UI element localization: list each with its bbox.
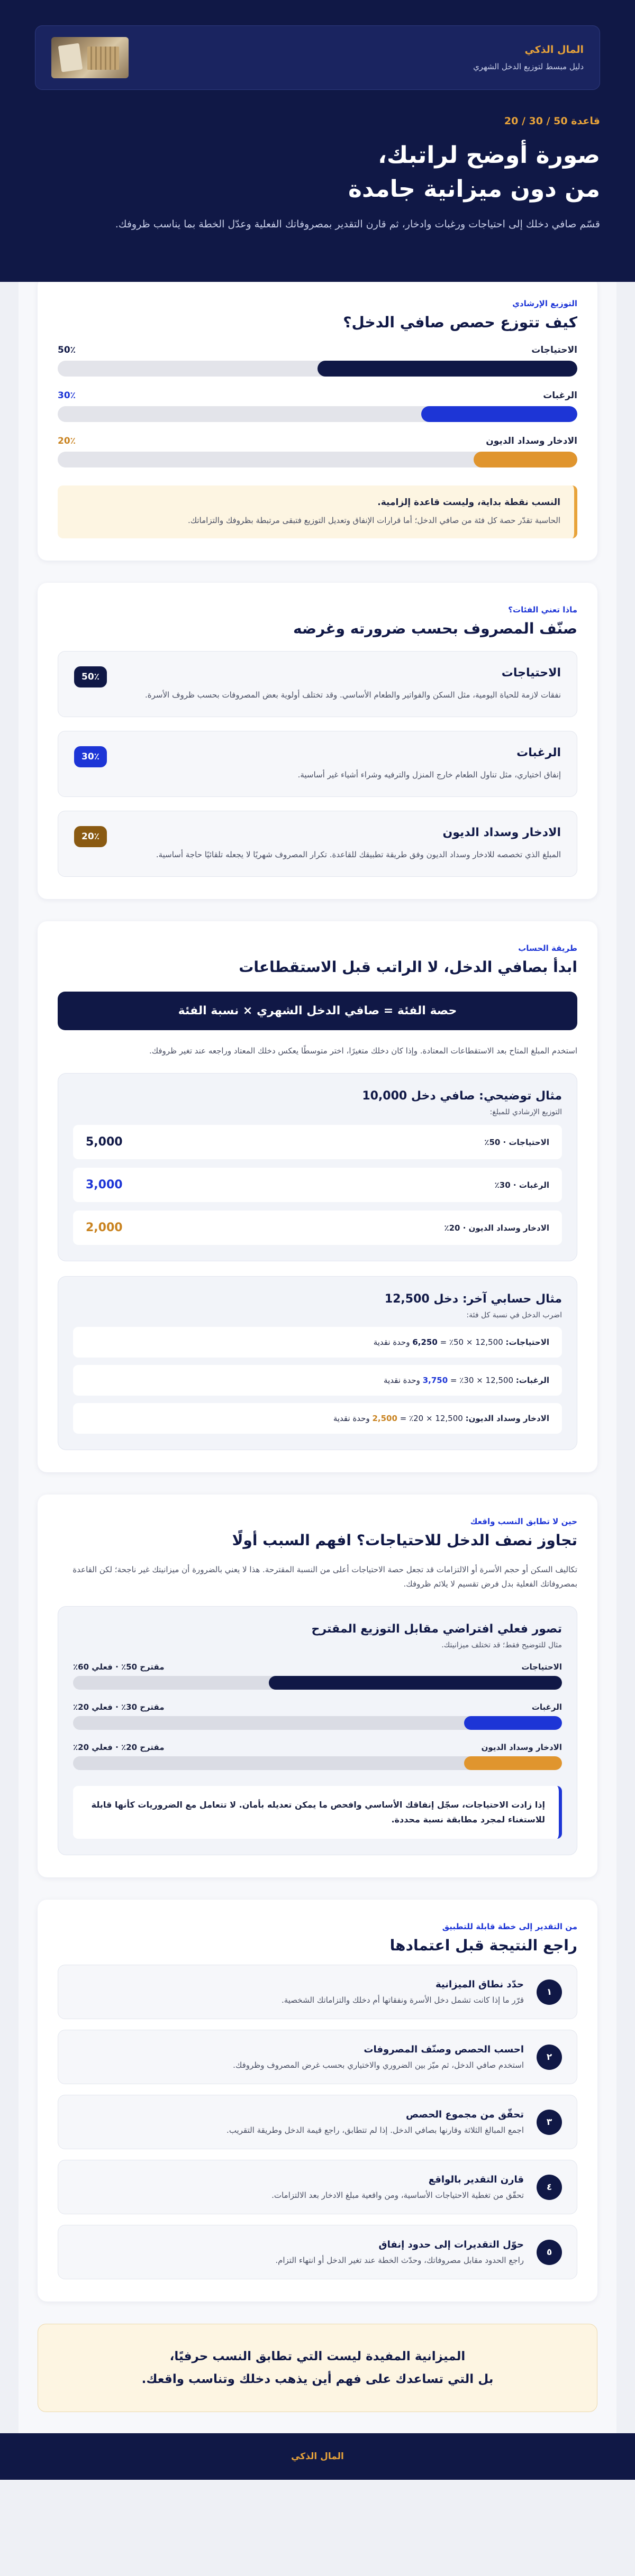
calculation-row — [73, 1365, 562, 1396]
step-description: راجع الحدود مقابل مصروفاتك، وحدّث الخطة عند تغير الدخل أو انتهاء التزام. — [275, 2256, 524, 2266]
comparison-fill — [464, 1716, 562, 1730]
step-title: حوّل التقديرات إلى حدود إنفاق — [378, 2239, 524, 2251]
example-row-label: الاحتياجات · 50٪ — [484, 1137, 549, 1147]
step-description: قرّر ما إذا كانت تشمل دخل الأسرة ونفقاتها أم دخلك والتزاماتك الشخصية. — [281, 1995, 524, 2005]
bar-header — [58, 436, 577, 446]
example-row — [73, 1168, 562, 1202]
category-card — [58, 811, 577, 877]
bar-fill — [474, 452, 577, 467]
step-text — [226, 2109, 524, 2135]
calculation-card — [38, 921, 597, 1472]
example-title: مثال توضيحي: صافي دخل 10,000 — [362, 1089, 562, 1103]
calculation-unit: وحدة نقدية — [384, 1376, 420, 1386]
calculation-formula: 12,500 × 20٪ = — [400, 1414, 463, 1424]
example-row — [73, 1211, 562, 1245]
brand-bar — [35, 25, 600, 90]
closing-line2: بل التي تساعدك على فهم أين يذهب دخلك وتناسب واقعك. — [141, 2372, 494, 2386]
hero — [0, 0, 635, 282]
distribution-bar-row — [58, 436, 577, 467]
comparison-label: الاحتياجات — [521, 1662, 562, 1672]
hero-title-line2: من دون ميزانية جامدة — [348, 175, 600, 203]
section-title: تجاوز نصف الدخل للاحتياجات؟ افهم السبب أولًا — [232, 1532, 577, 1550]
brand-name: المال الذكي — [524, 44, 584, 56]
step-list — [58, 1965, 577, 2279]
example-income-12500 — [58, 1276, 577, 1450]
step-title: تحقّق من مجموع الحصص — [405, 2109, 524, 2121]
calculation-result: 2,500 — [372, 1414, 397, 1424]
reality-paragraph: تكاليف السكن أو حجم الأسرة أو الالتزامات قد تجعل حصة الاحتياجات أعلى من النسبة المقترحة. هذا لا يعني بالضرورة أن ميزانيتك غير ناجحة؛ لكن القاعدة بمصروفاتك الفعلية بدل فرض تقسيم لا يلائم ظروفك. — [72, 1565, 577, 1589]
step-item — [58, 1965, 577, 2019]
comparison-label: الادخار وسداد الديون — [481, 1743, 562, 1753]
brand-subtitle: دليل مبسط لتوزيع الدخل الشهري — [473, 62, 584, 71]
bar-value: 50٪ — [58, 344, 76, 355]
bar-fill — [318, 361, 577, 377]
comparison-track — [73, 1676, 562, 1690]
closing-message — [38, 2324, 597, 2412]
formula-banner: حصة الفئة = صافي الدخل الشهري × نسبة الفئة — [58, 992, 577, 1030]
section-title: ابدأ بصافي الدخل، لا الراتب قبل الاستقطاعات — [239, 958, 577, 976]
bar-value: 20٪ — [58, 435, 76, 446]
example-title: مثال حسابي آخر: دخل 12,500 — [384, 1292, 562, 1306]
section-kicker: من التقدير إلى خطة قابلة للتطبيق — [442, 1922, 577, 1932]
category-card — [58, 731, 577, 797]
step-text — [233, 2044, 524, 2070]
hero-title — [35, 139, 600, 206]
category-text — [145, 666, 561, 702]
example-row-value: 5,000 — [86, 1135, 123, 1149]
calculation-label: الادخار وسداد الديون: — [465, 1414, 549, 1424]
calculation-unit: وحدة نقدية — [333, 1414, 370, 1424]
bar-label: الاحتياجات — [531, 344, 577, 355]
category-card — [58, 651, 577, 717]
calculation-unit: وحدة نقدية — [373, 1337, 410, 1347]
calculation-row — [73, 1327, 562, 1358]
comparison-header — [73, 1743, 562, 1752]
bar-value: 30٪ — [58, 390, 76, 401]
comparison-value: مقترح 30٪ · فعلي 20٪ — [73, 1702, 165, 1712]
brand-image — [51, 37, 129, 78]
step-description: تحقّق من تغطية الاحتياجات الأساسية، ومن واقعية مبلغ الادخار بعد الالتزامات. — [271, 2190, 524, 2201]
step-number: ٥ — [537, 2240, 562, 2265]
step-number: ٢ — [537, 2045, 562, 2070]
step-text — [275, 2239, 524, 2265]
comparison-fill — [269, 1676, 562, 1690]
step-item — [58, 2030, 577, 2084]
warning-note: إذا زادت الاحتياجات، سجّل إنفاقك الأساسي وافحص ما يمكن تعديله بأمان. لا تتعامل مع الضروريات كأنها قابلة للاستغناء لمجرد مطابقة نسبة محددة. — [73, 1786, 562, 1839]
comparison-value: مقترح 20٪ · فعلي 20٪ — [73, 1743, 165, 1753]
bar-label: الادخار وسداد الديون — [486, 435, 577, 446]
example-row-label: الادخار وسداد الديون · 20٪ — [444, 1223, 549, 1233]
info-note — [58, 485, 577, 538]
distribution-card — [38, 277, 597, 561]
bar-track — [58, 361, 577, 377]
section-title: كيف تتوزع حصص صافي الدخل؟ — [343, 313, 577, 331]
section-title: صنّف المصروف بحسب ضرورته وغرضه — [293, 619, 577, 637]
closing-line1: الميزانية المفيدة ليست التي تطابق النسب حرفيًا، — [169, 2350, 466, 2364]
percent-badge: 20٪ — [74, 826, 107, 847]
comparison-header — [73, 1662, 562, 1672]
step-item — [58, 2160, 577, 2214]
calculation-rows — [73, 1327, 562, 1434]
comparison-subtitle: مثال للتوضيح فقط؛ قد تختلف ميزانيتك. — [441, 1641, 562, 1650]
calculation-formula: 12,500 × 30٪ = — [450, 1376, 514, 1386]
calculation-result: 3,750 — [422, 1376, 448, 1386]
calculation-label: الاحتياجات: — [505, 1337, 549, 1347]
comparison-header — [73, 1702, 562, 1712]
brand-text — [473, 44, 584, 71]
calculation-label: الرغبات: — [515, 1376, 549, 1386]
calculation-formula: 12,500 × 50٪ = — [440, 1337, 503, 1347]
example-row-label: الرغبات · 30٪ — [494, 1180, 549, 1190]
step-item — [58, 2095, 577, 2149]
category-description: المبلغ الذي تخصصه للادخار وسداد الديون وفق طريقة تطبيقك للقاعدة. تكرار المصروف شهريًا لا يجعله تلقائيًا حاجة أساسية. — [156, 850, 561, 860]
example-rows — [73, 1125, 562, 1245]
category-description: نفقات لازمة للحياة اليومية، مثل السكن والفواتير والطعام الأساسي. وقد تختلف أولوية بعض المصروفات بحسب ظروف الأسرة. — [145, 690, 561, 700]
comparison-track — [73, 1716, 562, 1730]
example-row — [73, 1125, 562, 1159]
reality-check-card — [38, 1495, 597, 1877]
category-text — [156, 826, 561, 861]
step-title: حدّد نطاق الميزانية — [435, 1979, 524, 1991]
distribution-bars — [58, 345, 577, 467]
step-description: استخدم صافي الدخل، ثم ميّز بين الضروري والاختياري بحسب غرض المصروف وظروفك. — [233, 2060, 524, 2070]
step-text — [271, 2174, 524, 2200]
note-body: الحاسبة تقدّر حصة كل فئة من صافي الدخل؛ أما قرارات الإنفاق وتعديل التوزيع فتبقى مرتبطة بظروفك والتزاماتك. — [187, 515, 560, 525]
section-title: راجع النتيجة قبل اعتمادها — [389, 1937, 577, 1955]
step-number: ٣ — [537, 2110, 562, 2135]
footer: المال الذكي — [0, 2433, 635, 2480]
categories-card — [38, 583, 597, 900]
bar-track — [58, 406, 577, 422]
section-kicker: طريقة الحساب — [518, 943, 577, 954]
section-kicker: ماذا تعني الفئات؟ — [508, 604, 577, 615]
category-title: الاحتياجات — [501, 666, 561, 680]
distribution-bar-row — [58, 345, 577, 377]
hero-title-line1: صورة أوضح لراتبك، — [378, 142, 600, 169]
comparison-bars — [73, 1662, 562, 1770]
example-row-value: 3,000 — [86, 1178, 123, 1192]
percent-badge: 30٪ — [74, 746, 107, 767]
category-list — [58, 651, 577, 877]
step-description: اجمع المبالغ الثلاثة وقارنها بصافي الدخل. إذا لم تتطابق، راجع قيمة الدخل وطريقة التقريب. — [226, 2125, 524, 2135]
category-title: الادخار وسداد الديون — [442, 826, 561, 840]
example-subtitle: التوزيع الإرشادي للمبلغ: — [489, 1108, 562, 1117]
bar-header — [58, 390, 577, 401]
hero-description: قسّم صافي دخلك إلى احتياجات ورغبات وادخار، ثم قارن التقدير بمصروفاتك الفعلية وعدّل الخطة بما يناسب ظروفك. — [115, 218, 600, 230]
bar-track — [58, 452, 577, 467]
step-text — [282, 1979, 524, 2005]
hero-kicker: قاعدة 50 / 30 / 20 — [504, 115, 600, 127]
bar-fill — [421, 406, 577, 422]
calculation-result: 6,250 — [412, 1337, 438, 1347]
category-description: إنفاق اختياري، مثل تناول الطعام خارج المنزل والترفيه وشراء أشياء غير أساسية. — [297, 769, 561, 780]
step-item — [58, 2225, 577, 2279]
step-number: ٤ — [537, 2175, 562, 2200]
section-kicker: حين لا تطابق النسب واقعك — [470, 1517, 577, 1527]
comparison-panel — [58, 1606, 577, 1855]
step-title: احسب الحصص وصنّف المصروفات — [364, 2044, 524, 2056]
bar-label: الرغبات — [543, 390, 577, 401]
category-title: الرغبات — [516, 746, 561, 759]
bar-header — [58, 345, 577, 355]
calculation-paragraph: استخدم المبلغ المتاح بعد الاستقطاعات المعتادة. وإذا كان دخلك متغيرًا، اختر متوسطًا يعكس دخلك المعتاد وراجعه عند تغير ظروفك. — [149, 1046, 577, 1056]
comparison-title: تصور فعلي افتراضي مقابل التوزيع المقترح — [311, 1622, 562, 1636]
section-kicker: التوزيع الإرشادي — [512, 298, 577, 308]
note-title: النسب نقطة بداية، وليست قاعدة إلزامية. — [377, 497, 560, 508]
step-title: قارن التقدير بالواقع — [428, 2174, 524, 2186]
calculation-row — [73, 1403, 562, 1434]
step-number: ١ — [537, 1979, 562, 2005]
comparison-value: مقترح 50٪ · فعلي 60٪ — [73, 1662, 165, 1672]
example-row-value: 2,000 — [86, 1221, 123, 1235]
percent-badge: 50٪ — [74, 666, 107, 687]
comparison-label: الرغبات — [531, 1702, 562, 1712]
example-subtitle: اضرب الدخل في نسبة كل فئة: — [466, 1311, 562, 1320]
distribution-bar-row — [58, 390, 577, 422]
category-text — [298, 746, 561, 782]
example-income-10000 — [58, 1073, 577, 1261]
comparison-fill — [464, 1756, 562, 1770]
steps-card — [38, 1900, 597, 2302]
comparison-track — [73, 1756, 562, 1770]
content-wrapper — [19, 252, 616, 2434]
